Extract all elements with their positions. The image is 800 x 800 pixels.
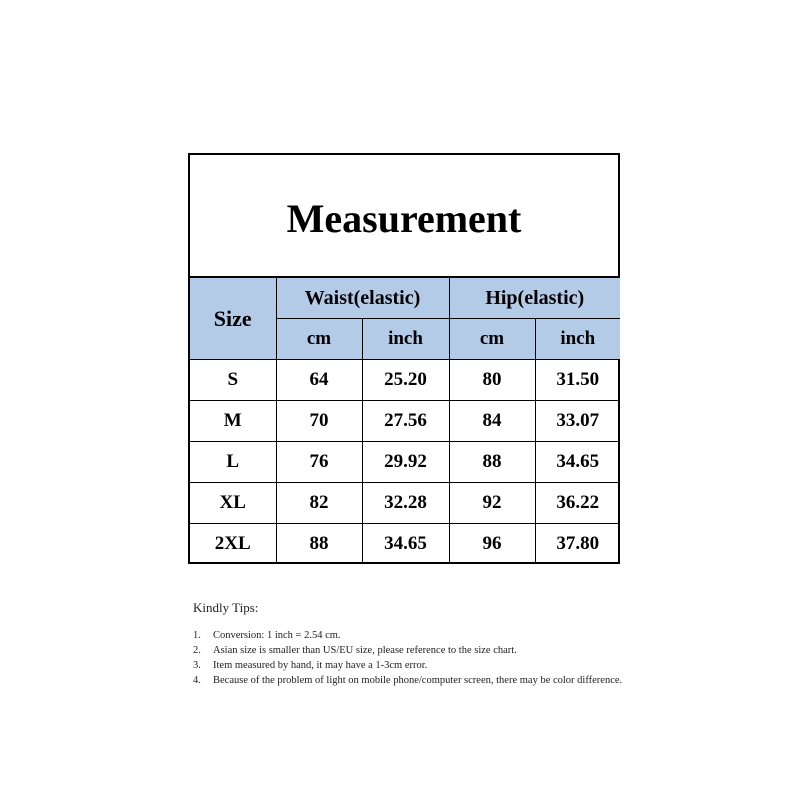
cell-waist-inch: 25.20 — [362, 360, 449, 401]
table-row — [190, 442, 620, 483]
header-hip-cm: cm — [449, 319, 535, 360]
tip-number: 3. — [193, 660, 201, 671]
table-row — [190, 524, 620, 565]
header-waist-inch: inch — [362, 319, 449, 360]
kindly-tips — [193, 600, 663, 688]
header-hip: Hip(elastic) — [449, 278, 620, 319]
cell-waist-cm: 88 — [276, 524, 362, 565]
cell-hip-cm: 84 — [449, 401, 535, 442]
cell-hip-inch: 37.80 — [535, 524, 620, 565]
header-waist: Waist(elastic) — [276, 278, 449, 319]
cell-waist-cm: 76 — [276, 442, 362, 483]
cell-hip-inch: 31.50 — [535, 360, 620, 401]
cell-waist-inch: 29.92 — [362, 442, 449, 483]
cell-waist-inch: 34.65 — [362, 524, 449, 565]
cell-size: 2XL — [190, 524, 276, 565]
header-row-groups — [190, 278, 620, 319]
header-hip-inch: inch — [535, 319, 620, 360]
cell-size: XL — [190, 483, 276, 524]
cell-size: M — [190, 401, 276, 442]
tip-text: Because of the problem of light on mobile phone/computer screen, there may be color difference. — [213, 675, 623, 686]
tips-list — [193, 628, 663, 688]
list-item — [193, 643, 663, 658]
list-item — [193, 628, 663, 643]
list-item — [193, 658, 663, 673]
cell-hip-inch: 36.22 — [535, 483, 620, 524]
tip-number: 1. — [193, 630, 201, 641]
tip-number: 2. — [193, 645, 201, 656]
tip-number: 4. — [193, 675, 201, 686]
header-waist-cm: cm — [276, 319, 362, 360]
cell-hip-cm: 92 — [449, 483, 535, 524]
header-size: Size — [190, 278, 276, 360]
cell-hip-cm: 96 — [449, 524, 535, 565]
table-row — [190, 401, 620, 442]
cell-waist-inch: 27.56 — [362, 401, 449, 442]
cell-hip-inch: 34.65 — [535, 442, 620, 483]
cell-waist-cm: 64 — [276, 360, 362, 401]
table-row — [190, 483, 620, 524]
cell-hip-cm: 80 — [449, 360, 535, 401]
size-chart — [188, 153, 620, 564]
table-row — [190, 360, 620, 401]
cell-hip-cm: 88 — [449, 442, 535, 483]
tips-title: Kindly Tips: — [193, 600, 259, 615]
cell-waist-cm: 70 — [276, 401, 362, 442]
tip-text: Asian size is smaller than US/EU size, please reference to the size chart. — [213, 645, 517, 656]
size-table — [190, 278, 620, 564]
cell-size: L — [190, 442, 276, 483]
chart-title: Measurement — [190, 155, 618, 278]
tip-text: Item measured by hand, it may have a 1-3cm error. — [213, 660, 428, 671]
cell-waist-inch: 32.28 — [362, 483, 449, 524]
list-item — [193, 673, 663, 688]
tip-text: Conversion: 1 inch = 2.54 cm. — [213, 630, 341, 641]
cell-waist-cm: 82 — [276, 483, 362, 524]
cell-size: S — [190, 360, 276, 401]
cell-hip-inch: 33.07 — [535, 401, 620, 442]
